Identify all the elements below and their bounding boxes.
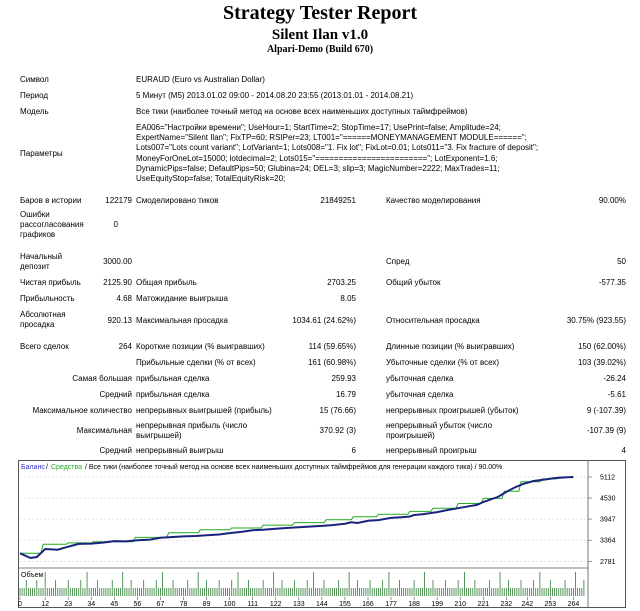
model-value: Все тики (наиболее точный метод на основе всех наименьших доступных таймфреймов) (136, 107, 468, 116)
volume-label: Объем (21, 572, 44, 579)
avg-cons-wins-label: непрерывный выигрыш (136, 446, 224, 455)
x-tick-label: 177 (385, 601, 397, 608)
x-tick-label: 155 (339, 601, 351, 608)
errors-label: Ошибки рассогласования графиков (20, 210, 84, 239)
largest-win-value: 259.93 (331, 374, 356, 383)
long-value: 150 (62.00%) (577, 342, 626, 351)
y-tick-label: 3364 (600, 537, 616, 545)
balance-chart (18, 460, 626, 608)
payoff-value: 8.05 (340, 294, 356, 303)
loss-trades-value: 103 (39.02%) (577, 358, 626, 367)
payoff-label: Матожидание выигрыша (136, 294, 228, 303)
avg-loss-label: убыточная сделка (386, 390, 454, 399)
abs-dd-label: Абсолютная просадка (20, 310, 66, 329)
x-tick-label: 253 (544, 601, 557, 608)
abs-dd-value: 920.13 (107, 316, 132, 325)
short-label: Короткие позиции (% выигравших) (136, 342, 265, 351)
net-profit-value: 2125.90 (103, 278, 132, 287)
x-tick-label: 0 (18, 601, 22, 608)
x-tick-label: 221 (477, 601, 490, 608)
cons-profit-value: 370.92 (3) (319, 426, 356, 435)
average-label: Средний (99, 390, 132, 399)
avg-loss-value: -5.61 (607, 390, 626, 399)
param-line: Lots007="Lots count variant"; LotVariant=1; Lots008="1. Fix lot"; FixLot=0.01; Lots011="3. Fix fracture of deposit"; (136, 143, 539, 153)
gross-loss-value: -577.35 (598, 278, 626, 287)
largest-label: Самая большая (72, 374, 132, 383)
rel-dd-value: 30.75% (923.55) (566, 316, 626, 325)
rel-dd-label: Относительная просадка (386, 316, 480, 325)
max-count-label: Максимальное количество (32, 406, 132, 415)
x-tick-label: 100 (223, 601, 236, 608)
cons-losses-label: непрерывных проигрышей (убыток) (386, 406, 519, 415)
x-tick-label: 133 (292, 601, 305, 608)
deposit-label: Начальный депозит (20, 252, 63, 271)
quality-label: Качество моделирования (386, 196, 481, 205)
avg-win-value: 16.79 (335, 390, 356, 399)
cons-wins-label: непрерывных выигрышей (прибыль) (136, 406, 272, 415)
largest-loss-label: убыточная сделка (386, 374, 454, 383)
x-tick-label: 67 (156, 601, 165, 608)
largest-win-label: прибыльная сделка (136, 374, 210, 383)
expert-name: Silent Ilan v1.0 (271, 27, 369, 43)
y-tick-label: 3947 (600, 516, 616, 524)
server-build: Alpari-Demo (Build 670) (266, 44, 374, 55)
x-tick-label: 111 (247, 601, 259, 608)
param-line: UseEquityStop=false; TotalEquityRisk=20; (136, 174, 286, 184)
deposit-value: 3000.00 (103, 257, 132, 266)
y-tick-label: 4530 (600, 495, 616, 503)
gross-profit-value: 2703.25 (327, 278, 356, 287)
avg-cons-wins-value: 6 (351, 446, 356, 455)
average2-label: Средний (99, 446, 132, 455)
x-tick-label: 56 (133, 601, 142, 608)
gross-loss-label: Общий убыток (386, 278, 441, 287)
errors-value: 0 (113, 220, 118, 229)
y-tick-label: 5112 (600, 474, 616, 482)
legend-balance: Баланс (21, 464, 45, 471)
period-label: Период (20, 91, 49, 100)
total-trades-value: 264 (118, 342, 132, 351)
x-tick-label: 232 (500, 601, 513, 608)
avg-cons-losses-value: 4 (621, 446, 626, 455)
cons-loss-label: непрерывный убыток (число проигрышей) (386, 421, 493, 440)
x-tick-label: 188 (408, 601, 420, 608)
net-profit-label: Чистая прибыль (20, 278, 81, 287)
symbol-label: Символ (20, 75, 49, 84)
total-trades-label: Всего сделок (20, 342, 69, 351)
legend-rest: / Все тики (наиболее точный метод на основе всех наименьших доступных таймфреймов для генерации каждого тика) / 90.00% (85, 464, 503, 471)
params-block (136, 123, 626, 184)
param-line: DynamicPips=false; DefaultPips=50; Glubina=24; DEL=3; slip=3; MagicNumber=2222; MaxTrades=11; (136, 163, 500, 173)
bars-label: Баров в истории (20, 196, 82, 205)
x-tick-label: 166 (362, 601, 374, 608)
long-label: Длинные позиции (% выигравших) (386, 342, 515, 351)
cons-profit-label: непрерывная прибыль (число выигрышей) (136, 421, 248, 440)
cons-losses-value: 9 (-107.39) (586, 406, 626, 415)
x-tick-label: 45 (110, 601, 119, 608)
max-dd-label: Максимальная просадка (136, 316, 228, 325)
spread-value: 50 (617, 257, 626, 266)
x-tick-label: 242 (521, 601, 534, 608)
y-tick-label: 2781 (600, 558, 616, 566)
model-label: Модель (20, 107, 49, 116)
period-value: 5 Минут (M5) 2013.01.02 09:00 - 2014.08.20 23:55 (2013.01.01 - 2014.08.21) (136, 91, 414, 100)
x-tick-label: 34 (87, 601, 96, 608)
cons-wins-value: 15 (76.66) (319, 406, 356, 415)
x-tick-label: 78 (179, 601, 188, 608)
largest-loss-value: -26.24 (603, 374, 626, 383)
symbol-value: EURAUD (Euro vs Australian Dollar) (136, 75, 265, 84)
profit-factor-value: 4.68 (116, 294, 132, 303)
maximal-label: Максимальная (76, 426, 132, 435)
gross-profit-label: Общая прибыль (136, 278, 197, 287)
param-line: EA006="Настройки времени"; UseHour=1; StartTime=2; StopTime=17; UsePrint=false; Amplitude=24; (136, 123, 501, 132)
x-tick-label: 23 (64, 601, 73, 608)
quality-value: 90.00% (598, 196, 626, 205)
x-tick-label: 264 (567, 601, 580, 608)
max-dd-value: 1034.61 (24.62%) (292, 316, 356, 325)
avg-win-label: прибыльная сделка (136, 390, 210, 399)
ticks-value: 21849251 (320, 196, 356, 205)
legend-sep: / (46, 464, 48, 471)
report-title: Strategy Tester Report (222, 2, 418, 24)
x-tick-label: 122 (269, 601, 282, 608)
cons-loss-value: -107.39 (9) (586, 426, 626, 435)
x-tick-label: 144 (316, 601, 328, 608)
profit-factor-label: Прибыльность (20, 294, 75, 303)
legend-equity: Средства (51, 464, 83, 471)
win-trades-value: 161 (60.98%) (307, 358, 356, 367)
spread-label: Спред (386, 257, 410, 266)
x-tick-label: 210 (454, 601, 467, 608)
ticks-label: Смоделировано тиков (136, 196, 219, 205)
x-tick-label: 199 (431, 601, 444, 608)
avg-cons-losses-label: непрерывный проигрыш (386, 446, 477, 455)
param-line: MoneyForOneLot=15000; lotdecimal=2; Lots015="========================"; LotExponent=1.6; (136, 153, 498, 163)
x-tick-label: 12 (41, 601, 50, 608)
param-line: ExpertName="Silent Ilan"; FixTP=60; RSIPer=23; LT001="======MONEYMANAGEMENT MODULE======"; (136, 133, 527, 143)
params-label: Параметры (20, 149, 63, 158)
bars-value: 122179 (105, 196, 132, 205)
loss-trades-label: Убыточные сделки (% от всех) (386, 358, 500, 367)
win-trades-label: Прибыльные сделки (% от всех) (136, 358, 256, 367)
short-value: 114 (59.65%) (308, 342, 356, 351)
x-tick-label: 89 (202, 601, 211, 608)
